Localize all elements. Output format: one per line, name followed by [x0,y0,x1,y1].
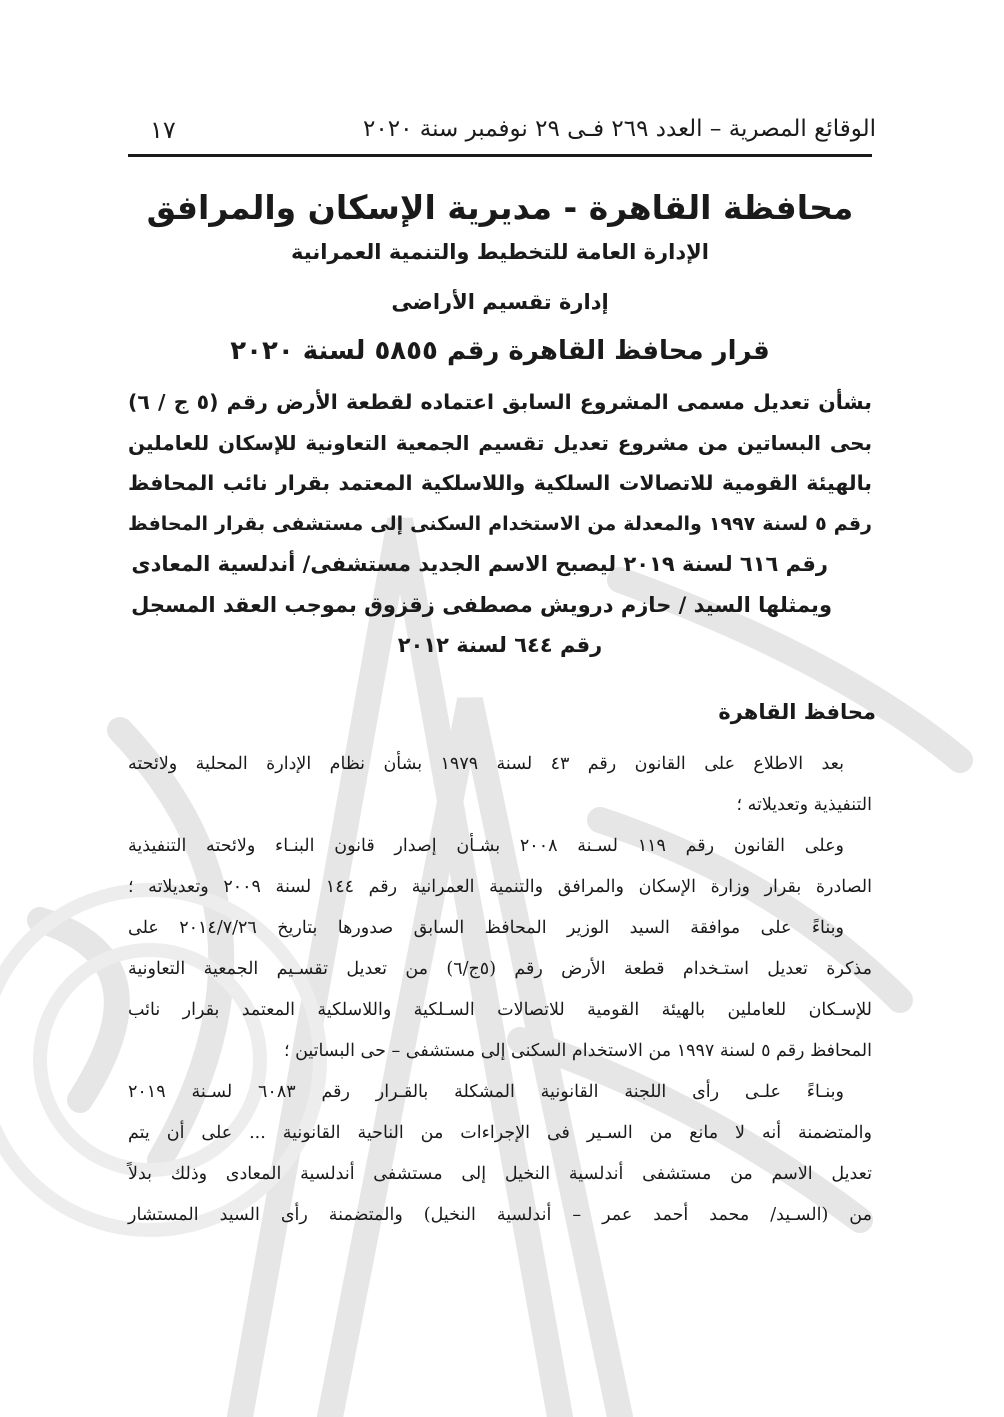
body-line: المحافظ رقم ٥ لسنة ١٩٩٧ من الاستخدام السكنى إلى مستشفى – حى البساتين ؛ [283,1041,872,1061]
governorate-title: محافظة القاهرة - مديرية الإسكان والمرافق [146,188,854,227]
body-line: وعلى القانون رقم ١١٩ لسـنة ٢٠٠٨ بشـأن إصدار قانون البنـاء ولائحته التنفيذية [128,836,844,856]
department-title: الإدارة العامة للتخطيط والتنمية العمرانية [291,240,709,264]
body-line: وبنـاءً علـى رأى اللجنة القانونية المشكلة بالقـرار رقم ٦٠٨٣ لسـنة ٢٠١٩ [128,1082,845,1102]
body-line: والمتضمنة أنه لا مانع من السـير فى الإجراءات من الناحية القانونية ... على أن يتم [128,1123,872,1143]
body-line: من (السـيد/ محمد أحمد عمر – أندلسية النخيل) والمتضمنة رأى السيد المستشار [128,1205,872,1225]
header-divider [128,154,872,157]
subject-line: ويمثلها السيد / حازم درويش مصطفى زقزوق بموجب العقد المسجل [131,592,832,617]
subject-line: رقم ٥ لسنة ١٩٩٧ والمعدلة من الاستخدام السكنى إلى مستشفى بقرار المحافظ [128,512,872,535]
subject-line: رقم ٦١٦ لسنة ٢٠١٩ ليصبح الاسم الجديد مستشفى/ أندلسية المعادى [131,552,828,576]
governor-heading: محافظ القاهرة [718,700,876,724]
body-line: الصادرة بقرار وزارة الإسكان والمرافق والتنمية العمرانية رقم ١٤٤ لسنة ٢٠٠٩ وتعديلاته ؛ [128,877,872,897]
subject-line: بحى البساتين من مشروع تعديل تقسيم الجمعية التعاونية للإسكان للعاملين [128,430,872,455]
page-number: ١٧ [150,116,176,144]
body-line: التنفيذية وتعديلاته ؛ [736,795,872,815]
body-line: بعد الاطلاع على القانون رقم ٤٣ لسنة ١٩٧٩ بشأن نظام الإدارة المحلية ولائحته [128,754,844,774]
body-line: للإسـكان للعاملين بالهيئة القومية للاتصالات السـلكية واللاسلكية المعتمد بقرار نائب [128,1000,872,1020]
subject-line: بشأن تعديل مسمى المشروع السابق اعتماده لقطعة الأرض رقم (٥ ج / ٦) [128,390,872,414]
running-header [128,112,876,152]
body-line: وبناءً على موافقة السيد الوزير المحافظ السابق صدورها بتاريخ ٢٠١٤/٧/٢٦ على [128,918,844,938]
subject-line: رقم ٦٤٤ لسنة ٢٠١٢ [397,633,603,657]
gazette-issue-title: الوقائع المصرية – العدد ٢٦٩ فـى ٢٩ نوفمبر سنة ٢٠٢٠ [363,116,876,142]
decree-body [128,744,872,1236]
administration-title: إدارة تقسيم الأراضى [391,290,609,314]
subject-line: بالهيئة القومية للاتصالات السلكية واللاسلكية المعتمد بقرار نائب المحافظ [128,471,872,495]
decree-subject [128,382,872,666]
body-line: تعديل الاسم من مستشفى أندلسية النخيل إلى مستشفى أندلسية المعادى وذلك بدلاً [128,1164,872,1184]
body-line: مذكرة تعديل استـخدام قطعة الأرض رقم (٥ج/٦) من تعديل تقسـيم الجمعية التعاونية [128,959,872,979]
decree-title: قرار محافظ القاهرة رقم ٥٨٥٥ لسنة ٢٠٢٠ [230,336,770,366]
